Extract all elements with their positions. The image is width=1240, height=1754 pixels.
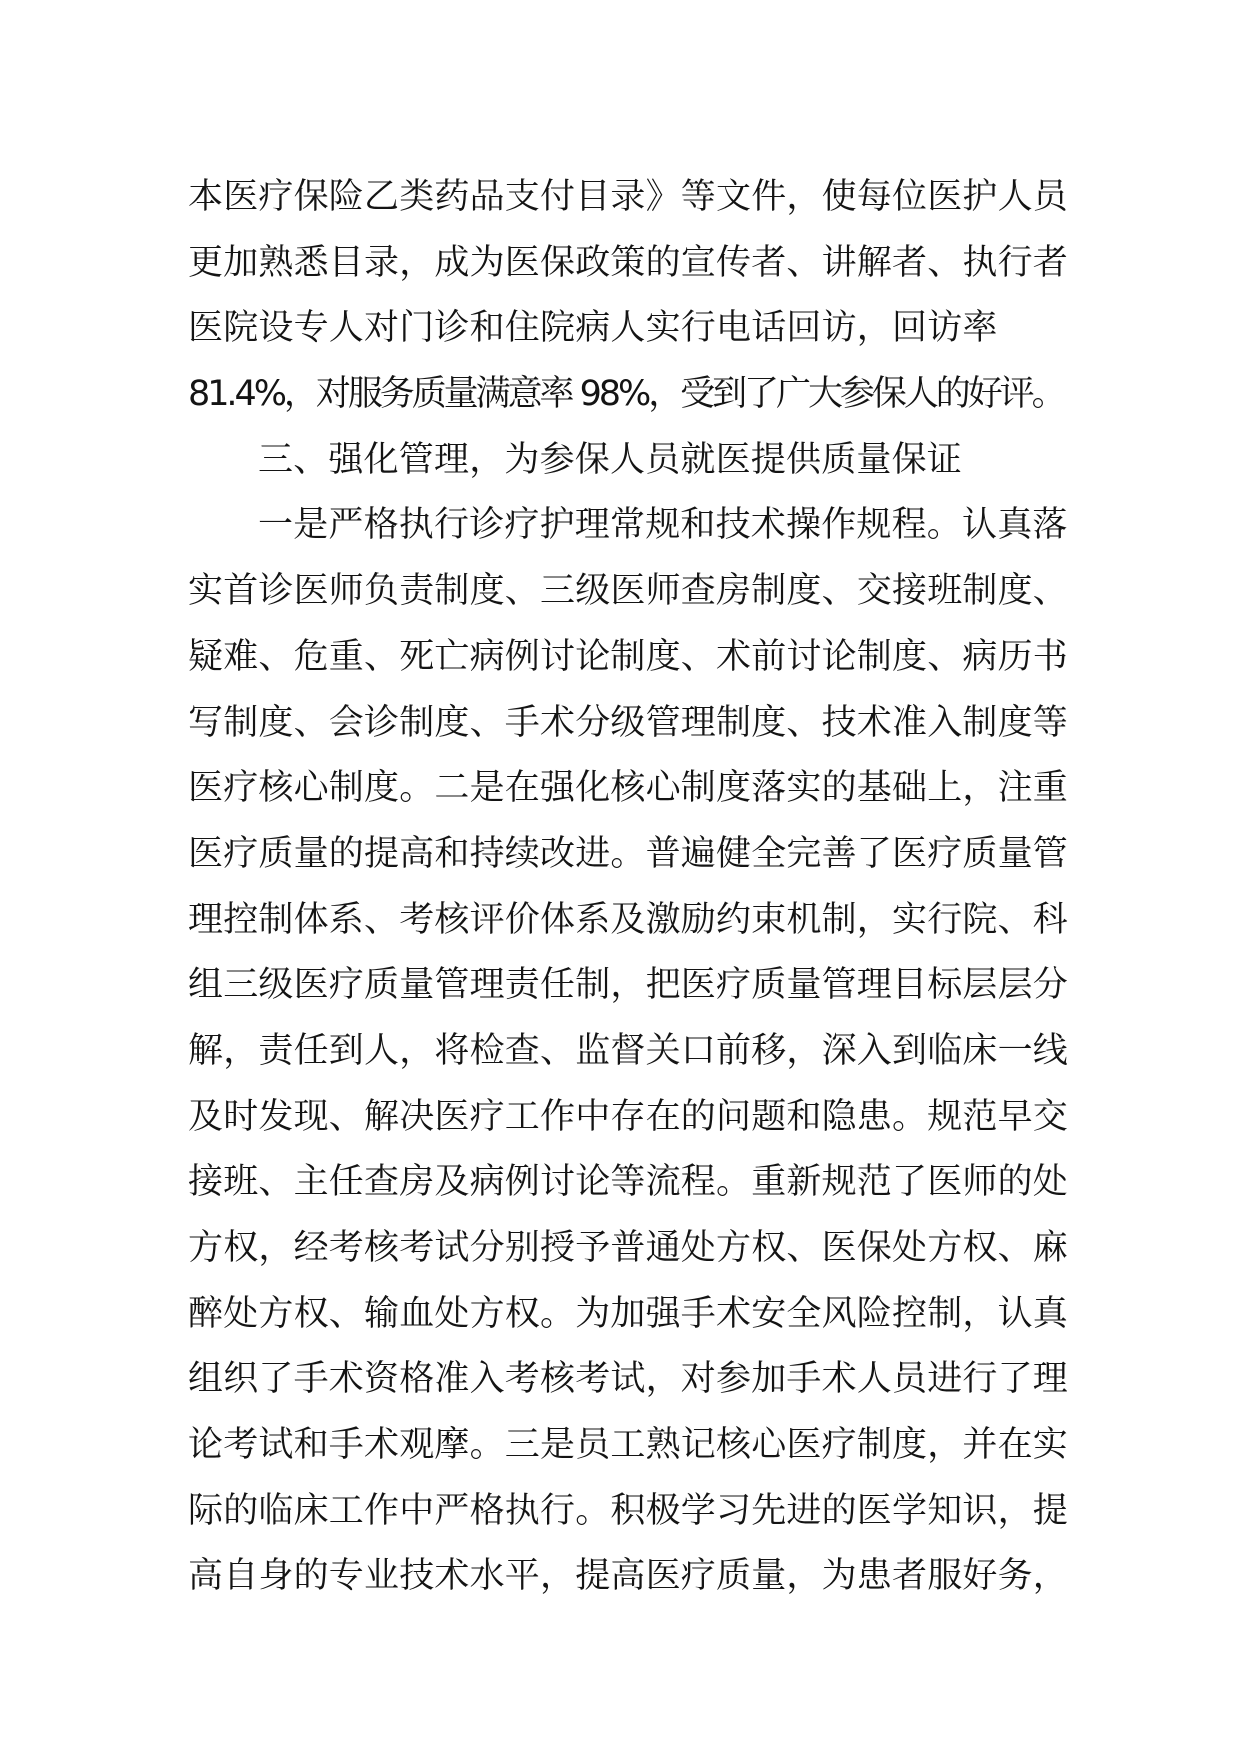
text-line: 理控制体系、考核评价体系及激励约束机制，实行院、科 bbox=[188, 899, 1069, 940]
body-text bbox=[188, 165, 1068, 1610]
text-line: 医疗质量的提高和持续改进。普遍健全完善了医疗质量管 bbox=[188, 833, 1069, 874]
text-line: 本医疗保险乙类药品支付目录》等文件，使每位医护人员 bbox=[188, 177, 1069, 217]
text-line: 写制度、会诊制度、手术分级管理制度、技术准入制度等 bbox=[188, 702, 1069, 743]
section-heading: 三、强化管理，为参保人员就医提供质量保证 bbox=[258, 439, 963, 480]
text-line: 论考试和手术观摩。三是员工熟记核心医疗制度，并在实 bbox=[188, 1425, 1069, 1466]
text-line: 81.4%，对服务质量满意率 98%，受到了广大参保人的好评。 bbox=[188, 374, 1064, 415]
text-line: 解，责任到人，将检查、监督关口前移，深入到临床一线 bbox=[188, 1030, 1069, 1071]
text-line: 更加熟悉目录，成为医保政策的宣传者、讲解者、执行者 bbox=[188, 242, 1069, 283]
text-line: 医疗核心制度。二是在强化核心制度落实的基础上，注重 bbox=[188, 768, 1069, 809]
text-line: 实首诊医师负责制度、三级医师查房制度、交接班制度、 bbox=[188, 571, 1069, 612]
text-line: 醉处方权、输血处方权。为加强手术安全风险控制，认真 bbox=[188, 1293, 1069, 1334]
text-line: 组三级医疗质量管理责任制，把医疗质量管理目标层层分 bbox=[188, 965, 1069, 1006]
text-line: 方权，经考核考试分别授予普通处方权、医保处方权、麻 bbox=[188, 1228, 1069, 1268]
paragraph-start-line: 一是严格执行诊疗护理常规和技术操作规程。认真落 bbox=[258, 505, 1068, 546]
text-line: 际的临床工作中严格执行。积极学习先进的医学知识，提 bbox=[188, 1490, 1069, 1531]
text-line: 及时发现、解决医疗工作中存在的问题和隐患。规范早交 bbox=[188, 1096, 1069, 1137]
text-line: 疑难、危重、死亡病例讨论制度、术前讨论制度、病历书 bbox=[188, 636, 1069, 677]
text-line: 医院设专人对门诊和住院病人实行电话回访，回访率 bbox=[188, 308, 998, 349]
text-line: 高自身的专业技术水平，提高医疗质量，为患者服好务， bbox=[188, 1556, 1069, 1597]
text-line: 组织了手术资格准入考核考试，对参加手术人员进行了理 bbox=[188, 1359, 1069, 1400]
text-line: 接班、主任查房及病例讨论等流程。重新规范了医师的处 bbox=[188, 1162, 1069, 1203]
